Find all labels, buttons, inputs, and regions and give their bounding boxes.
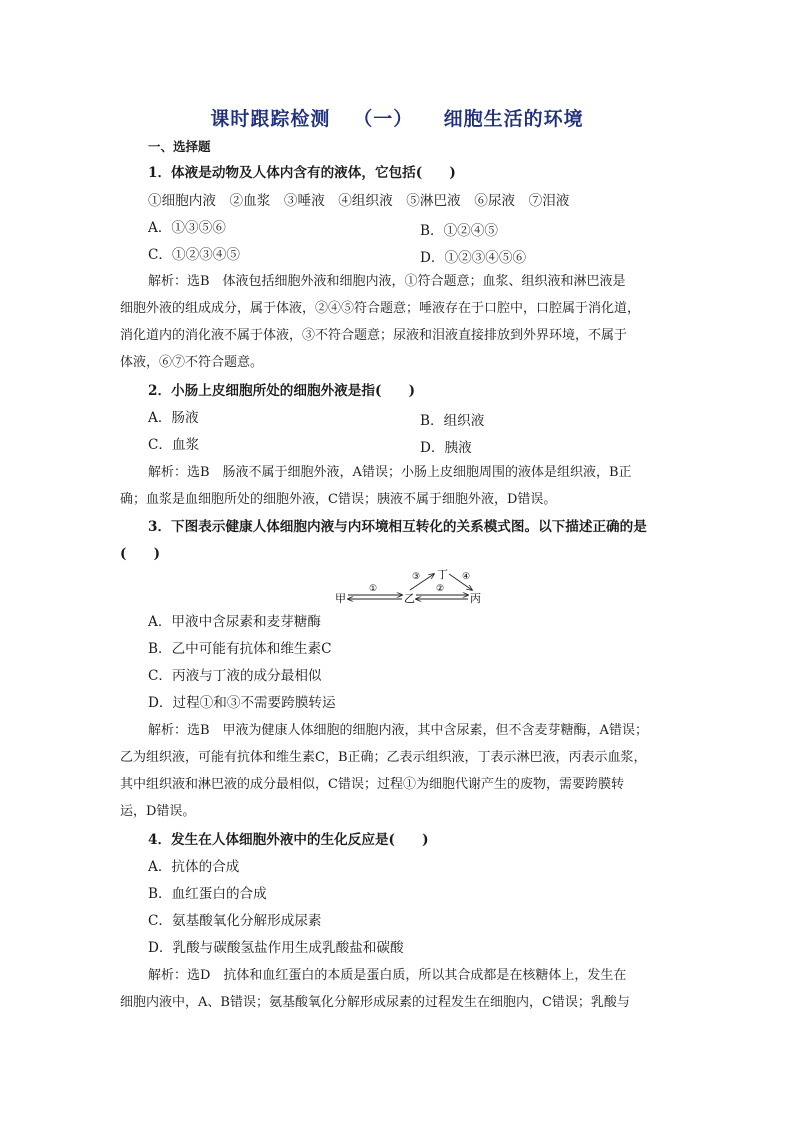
q1-option-d: D．①②③④⑤⑥	[420, 250, 527, 266]
diagram-label-3: ③	[412, 572, 421, 582]
q3-option-c: C．丙液与丁液的成分最相似	[148, 668, 322, 684]
q2-answer-line: 确；血浆是血细胞所处的细胞外液，C错误；胰液不属于细胞外液，D错误。	[120, 492, 557, 507]
q4-answer-line: 解析：选D 抗体和血红蛋白的本质是蛋白质，所以其合成都是在核糖体上，发生在	[148, 968, 627, 983]
q3-option-b: B．乙中可能有抗体和维生素C	[148, 641, 332, 657]
q4-option-d: D．乳酸与碳酸氢盐作用生成乳酸盐和碳酸	[148, 940, 404, 956]
q1-option-c: C．①②③④⑤	[148, 247, 240, 263]
q3-option-a: A．甲液中含尿素和麦芽糖酶	[148, 614, 321, 630]
page-title	[0, 104, 794, 131]
title-left: 课时跟踪检测	[210, 108, 331, 130]
diagram-label-1: ①	[369, 584, 378, 594]
diagram-node-ding: 丁	[437, 568, 448, 581]
q2-answer-line: 解析：选B 肠液不属于细胞外液，A错误；小肠上皮细胞周围的液体是组织液，B正	[148, 465, 632, 480]
q2-stem: 2．小肠上皮细胞所处的细胞外液是指( )	[148, 383, 416, 399]
q4-option-a: A．抗体的合成	[148, 859, 240, 875]
q3-answer-line: 运，D错误。	[120, 804, 196, 819]
q1-answer-line: 体液，⑥⑦不符合题意。	[120, 355, 264, 370]
q4-option-b: B．血红蛋白的合成	[148, 886, 267, 902]
q1-answer-line: 细胞外液的组成成分，属于体液，②④⑤符合题意；唾液存在于口腔中，口腔属于消化道，	[120, 301, 641, 316]
q1-stem: 1．体液是动物及人体内含有的液体，它包括( )	[148, 165, 456, 181]
q2-option-d: D．胰液	[420, 440, 472, 456]
diagram-label-4: ④	[462, 572, 471, 582]
diagram-label-2: ②	[436, 584, 445, 594]
q1-answer-line: 消化道内的消化液不属于体液，③不符合题意；尿液和泪液直接排放到外界环境，不属于	[120, 328, 628, 343]
q2-option-c: C．血浆	[148, 437, 200, 453]
q4-answer-line: 细胞内液中，A、B错误；氨基酸氧化分解形成尿素的过程发生在细胞内，C错误；乳酸与	[120, 995, 630, 1010]
q1-option-b: B．①②④⑤	[420, 223, 498, 239]
q3-answer-line: 其中组织液和淋巴液的成分最相似，C错误；过程①为细胞代谢产生的废物，需要跨膜转	[120, 777, 624, 792]
q2-option-a: A．肠液	[148, 410, 199, 426]
q1-option-a: A．①③⑤⑥	[148, 220, 226, 236]
q3-stem: 3．下图表示健康人体细胞内液与内环境相互转化的关系模式图。以下描述正确的是	[148, 519, 647, 535]
q4-stem: 4．发生在人体细胞外液中的生化反应是( )	[148, 832, 429, 848]
q3-stem-cont: ( )	[120, 546, 161, 562]
section-heading: 一、选择题	[148, 139, 211, 154]
diagram-node-jia: 甲	[335, 592, 346, 605]
q4-option-c: C．氨基酸氧化分解形成尿素	[148, 913, 322, 929]
q3-answer-line: 乙为组织液，可能有抗体和维生素C，B正确；乙表示组织液，丁表示淋巴液，丙表示血浆，	[120, 750, 647, 765]
q2-option-b: B．组织液	[420, 413, 485, 429]
q1-answer-line: 解析：选B 体液包括细胞外液和细胞内液，①符合题意；血浆、组织液和淋巴液是	[148, 274, 626, 289]
q1-items: ①细胞内液 ②血浆 ③唾液 ④组织液 ⑤淋巴液 ⑥尿液 ⑦泪液	[148, 193, 570, 209]
title-right: 细胞生活的环境	[443, 108, 584, 130]
q3-diagram	[330, 566, 490, 608]
diagram-node-yi: 乙	[404, 592, 415, 605]
q3-answer-line: 解析：选B 甲液为健康人体细胞的细胞内液，其中含尿素，但不含麦芽糖酶，A错误；	[148, 723, 648, 738]
diagram-node-bing: 丙	[470, 592, 481, 605]
q3-option-d: D．过程①和③不需要跨膜转运	[148, 695, 336, 711]
title-mid: （一）	[353, 108, 414, 130]
